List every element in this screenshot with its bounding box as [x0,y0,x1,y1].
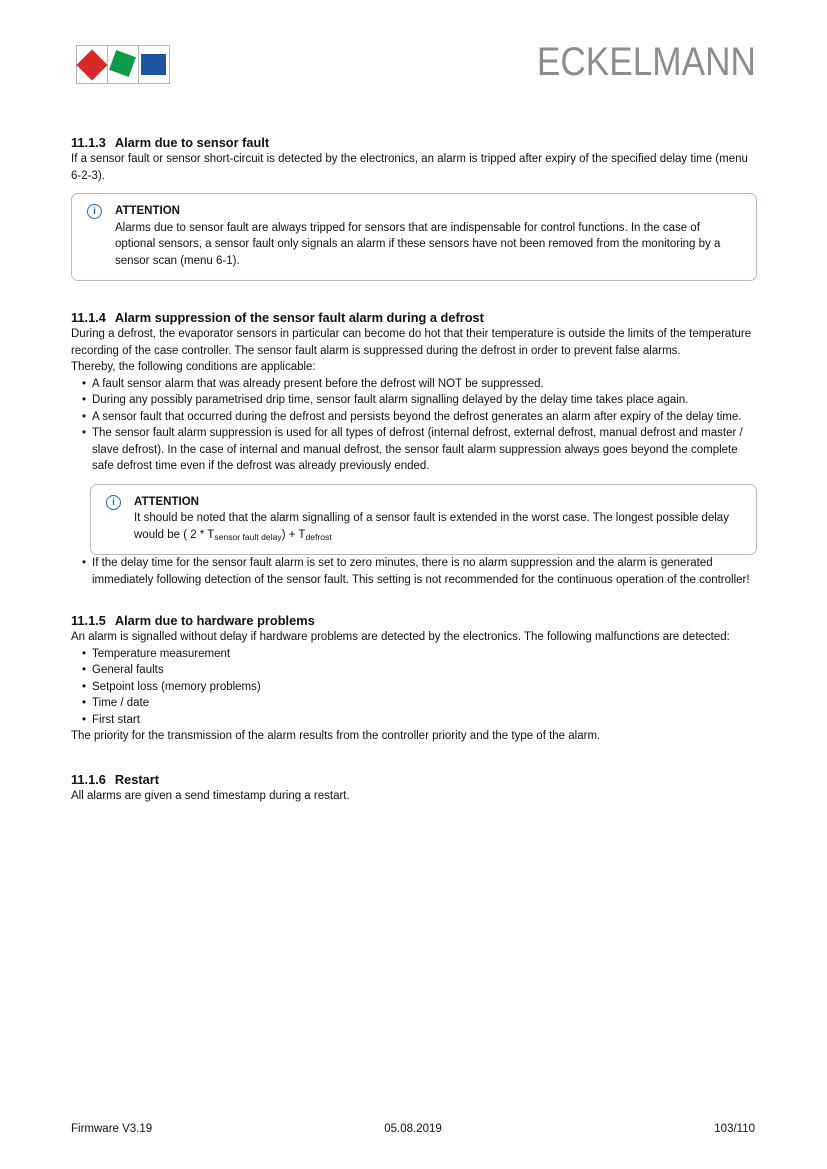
list-item: • If the delay time for the sensor fault alarm is set to zero minutes, there is no alarm suppression and the alarm is generated immediately following detection of the sensor fault. This setting is not recommended for the continuous operation of the controller! [71,555,757,588]
bullet-list-zero-delay [71,555,757,588]
list-item: • Time / date [71,695,757,712]
section-title: Alarm suppression of the sensor fault alarm during a defrost [114,310,484,325]
formula-mid: ) + T [281,528,306,541]
section-heading-11-1-5 [71,612,757,629]
footer-page-number: 103/110 [714,1123,755,1135]
section-title: Alarm due to hardware problems [114,613,315,628]
attention-label: ATTENTION [134,495,199,508]
info-icon: i [106,495,121,510]
info-icon-column [106,494,134,510]
info-icon-column [87,203,115,219]
formula-subscript-1: sensor fault delay [214,532,282,542]
list-item: • First start [71,712,757,729]
section-number: 11.1.6 [71,771,106,787]
list-item: • A fault sensor alarm that was already present before the defrost will NOT be suppressed. [71,376,757,393]
section-title: Alarm due to sensor fault [114,135,270,150]
formula-subscript-2: defrost [305,532,332,542]
section-heading-11-1-6 [71,771,757,788]
paragraph: All alarms are given a send timestamp during a restart. [71,789,350,802]
section-number: 11.1.4 [71,310,106,325]
list-item: • During any possibly parametrised drip time, sensor fault alarm signalling delayed by the delay time takes place again. [71,392,757,409]
list-item: • Temperature measurement [71,646,757,663]
paragraph: An alarm is signalled without delay if hardware problems are detected by the electronics. The following malfunctions are detected: [71,631,730,643]
list-item: • A sensor fault that occurred during the defrost and persists beyond the defrost generates an alarm after expiry of the delay time. [71,409,757,426]
list-item: • Setpoint loss (memory problems) [71,679,757,696]
section-number: 11.1.5 [71,613,106,628]
page-content [71,0,757,804]
list-item: • The sensor fault alarm suppression is used for all types of defrost (internal defrost, external defrost, manual defrost and master / slave defrost). In the case of internal and manual defrost, the sensor fault alarm suppression always goes beyond the complete safe defrost time even if the defrost was already previously ended. [71,425,757,475]
attention-text-formula [134,510,742,543]
paragraph: During a defrost, the evaporator sensors in particular can become do hot that their temperature is outside the limits of the temperature recording of the case controller. The sensor fault alarm is suppressed during the defrost in order to prevent false alarms. [71,328,752,357]
attention-content [115,203,742,269]
formula-pre: It should be noted that the alarm signalling of a sensor fault is extended in the worst case. The longest possible delay would be ( 2 * T [134,512,729,541]
bullet-list-defrost-conditions [71,376,757,475]
paragraph: If a sensor fault or sensor short-circuit is detected by the electronics, an alarm is tripped after expiry of the specified delay time (menu 6-2-3). [71,153,748,182]
section-heading-11-1-3 [71,134,757,151]
brand-wordmark: ECKELMANN [536,40,756,84]
attention-content [134,494,742,544]
attention-box-1 [71,193,757,281]
attention-text: Alarms due to sensor fault are always tripped for sensors that are indispensable for control functions. In the case of optional sensors, a sensor fault only signals an alarm if these sensors have not been removed from the monitoring by a sensor scan (menu 6-1). [115,221,721,267]
section-heading-11-1-4 [71,309,757,326]
section-title: Restart [114,771,159,787]
footer-firmware-version: Firmware V3.19 [71,1123,153,1135]
info-icon: i [87,204,102,219]
paragraph: Thereby, the following conditions are applicable: [71,361,316,373]
footer-date: 05.08.2019 [384,1123,442,1135]
section-number: 11.1.3 [71,135,106,150]
bullet-list-malfunctions [71,646,757,729]
attention-label: ATTENTION [115,205,180,217]
attention-box-2 [90,484,757,556]
page-footer [71,1122,755,1136]
paragraph: The priority for the transmission of the alarm results from the controller priority and the type of the alarm. [71,730,601,742]
list-item: • General faults [71,662,757,679]
